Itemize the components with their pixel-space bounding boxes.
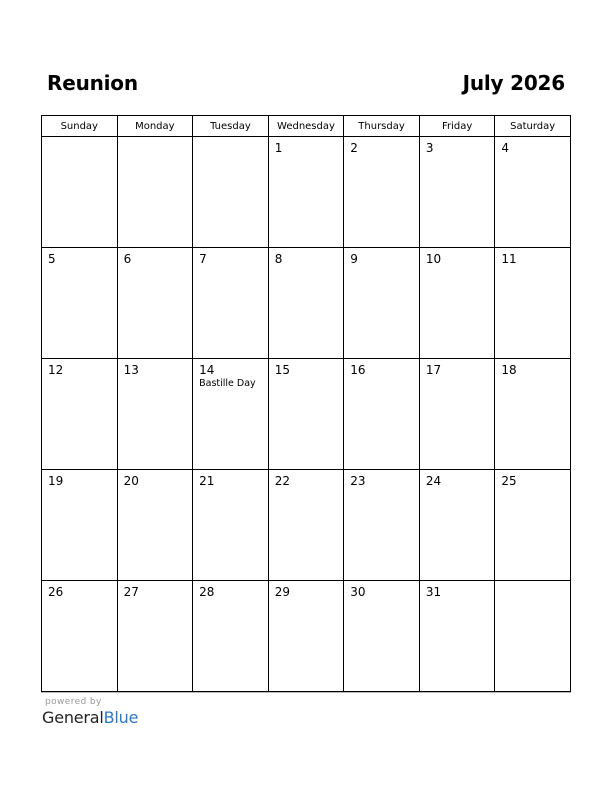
day-cell bbox=[268, 470, 344, 581]
day-cell bbox=[419, 470, 495, 581]
day-cell bbox=[268, 581, 344, 692]
day-cell bbox=[268, 248, 344, 359]
day-cell bbox=[42, 359, 118, 470]
day-cell bbox=[419, 248, 495, 359]
day-number: 6 bbox=[123, 252, 132, 266]
day-number: 25 bbox=[501, 474, 517, 488]
day-number: 22 bbox=[274, 474, 290, 488]
day-number: 4 bbox=[501, 141, 510, 155]
day-cell bbox=[419, 137, 495, 248]
day-cell bbox=[495, 137, 571, 248]
day-cell bbox=[419, 359, 495, 470]
day-number: 21 bbox=[199, 474, 215, 488]
day-cell bbox=[117, 359, 193, 470]
day-cell bbox=[42, 470, 118, 581]
day-cell bbox=[495, 470, 571, 581]
weekday-header: Thursday bbox=[344, 116, 420, 137]
brand-name-general: General bbox=[42, 708, 104, 727]
day-cell bbox=[495, 581, 571, 692]
day-number: 15 bbox=[274, 363, 290, 377]
weekday-header: Sunday bbox=[42, 116, 118, 137]
week-row bbox=[42, 581, 571, 692]
day-cell bbox=[495, 359, 571, 470]
day-cell bbox=[193, 137, 269, 248]
day-number: 2 bbox=[350, 141, 358, 155]
powered-by-text: powered by bbox=[45, 697, 102, 707]
footer-divider bbox=[41, 692, 571, 693]
weekday-header: Wednesday bbox=[268, 116, 344, 137]
day-cell bbox=[344, 137, 420, 248]
day-cell bbox=[42, 248, 118, 359]
day-cell bbox=[117, 137, 193, 248]
day-cell bbox=[344, 470, 420, 581]
generalblue-logo[interactable] bbox=[42, 708, 138, 727]
day-number: 9 bbox=[350, 252, 358, 266]
day-number: 20 bbox=[123, 474, 139, 488]
day-cell bbox=[419, 581, 495, 692]
day-number: 19 bbox=[48, 474, 64, 488]
day-cell bbox=[193, 359, 269, 470]
day-cell bbox=[268, 137, 344, 248]
day-number: 11 bbox=[501, 252, 517, 266]
weekday-header: Monday bbox=[117, 116, 193, 137]
day-cell bbox=[42, 581, 118, 692]
day-cell bbox=[117, 581, 193, 692]
day-cell bbox=[117, 470, 193, 581]
day-cell bbox=[42, 137, 118, 248]
calendar-grid bbox=[41, 115, 571, 692]
day-cell bbox=[495, 248, 571, 359]
day-cell bbox=[193, 470, 269, 581]
day-number: 3 bbox=[425, 141, 434, 155]
day-number: 8 bbox=[274, 252, 283, 266]
calendar-region-title: Reunion bbox=[47, 71, 138, 95]
day-number: 26 bbox=[48, 585, 64, 599]
day-cell bbox=[117, 248, 193, 359]
day-number: 10 bbox=[425, 252, 442, 266]
day-number: 7 bbox=[199, 252, 207, 266]
day-number: 13 bbox=[123, 363, 139, 377]
day-number: 24 bbox=[425, 474, 442, 488]
day-number: 29 bbox=[274, 585, 290, 599]
day-number: 30 bbox=[350, 585, 366, 599]
weekday-header: Tuesday bbox=[193, 116, 269, 137]
day-number: 17 bbox=[425, 363, 442, 377]
day-number: 27 bbox=[123, 585, 139, 599]
day-cell bbox=[344, 581, 420, 692]
week-row bbox=[42, 137, 571, 248]
day-number: 18 bbox=[501, 363, 517, 377]
day-cell bbox=[268, 359, 344, 470]
day-cell bbox=[344, 359, 420, 470]
weekday-header: Friday bbox=[419, 116, 495, 137]
day-number: 31 bbox=[425, 585, 442, 599]
day-number: 16 bbox=[350, 363, 366, 377]
brand-name-blue: Blue bbox=[103, 708, 139, 727]
holiday-label: Bastille Day bbox=[199, 378, 256, 389]
day-cell bbox=[344, 248, 420, 359]
day-number: 23 bbox=[350, 474, 366, 488]
day-number: 14 bbox=[199, 363, 215, 377]
week-row bbox=[42, 359, 571, 470]
day-number: 1 bbox=[274, 141, 283, 155]
weekday-header: Saturday bbox=[495, 116, 571, 137]
day-number: 5 bbox=[48, 252, 56, 266]
day-cell bbox=[193, 581, 269, 692]
day-number: 28 bbox=[199, 585, 215, 599]
day-number: 12 bbox=[48, 363, 64, 377]
day-cell bbox=[193, 248, 269, 359]
calendar-month-title: July 2026 bbox=[462, 71, 565, 95]
week-row bbox=[42, 248, 571, 359]
week-row bbox=[42, 470, 571, 581]
weekday-header-row bbox=[42, 116, 571, 137]
